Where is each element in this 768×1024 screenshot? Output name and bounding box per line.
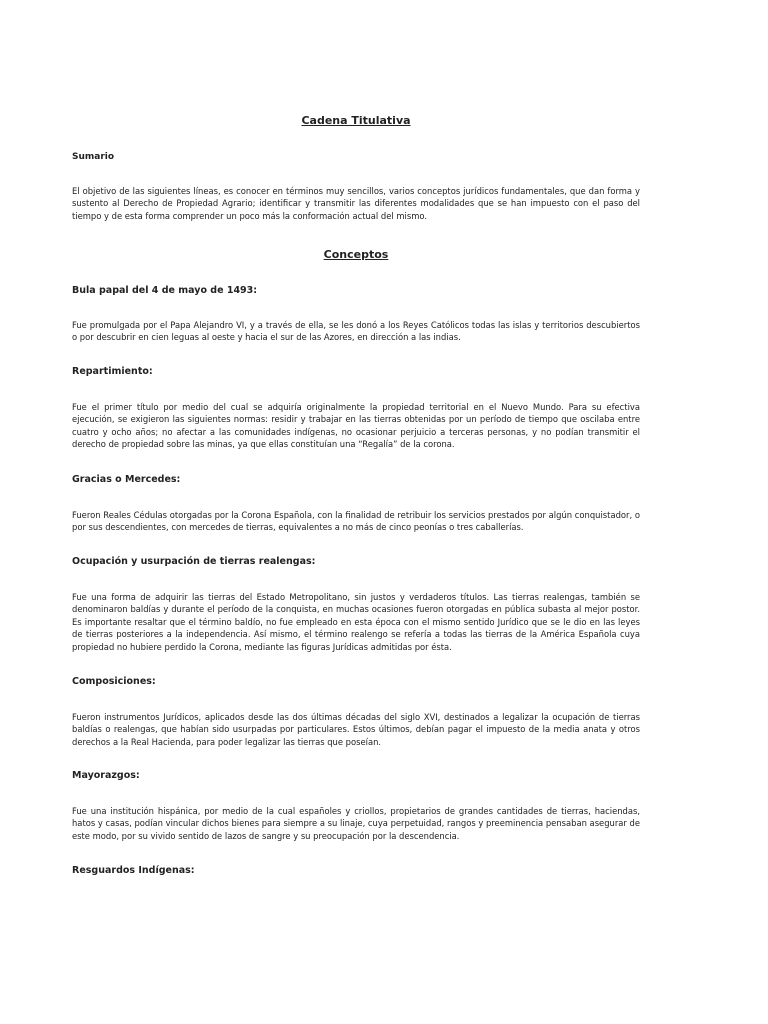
- section-heading-ocupacion: Ocupación y usurpación de tierras realengas:: [72, 556, 316, 567]
- conceptos-title: Conceptos: [323, 248, 389, 261]
- section-heading-composiciones: Composiciones:: [72, 676, 156, 687]
- document-title: Cadena Titulativa: [301, 114, 411, 127]
- sumario-paragraph: El objetivo de las siguientes líneas, es conocer en términos muy sencillos, varios conceptos jurídicos fundamentales, que dan forma y sustento al Derecho de Propiedad Agrario; identificar y transmitir las diferentes modalidades que se han impuesto con el paso del tiempo y de esta forma comprender un poco más la conformación actual del mismo.: [72, 186, 640, 221]
- section-heading-gracias: Gracias o Mercedes:: [72, 474, 181, 485]
- section-heading-bula: Bula papal del 4 de mayo de 1493:: [72, 285, 258, 296]
- section-paragraph-repartimiento: Fue el primer título por medio del cual se adquiría originalmente la propiedad territorial en el Nuevo Mundo. Para su efectiva ejecución, se exigieron las siguientes normas: residir y trabajar en las tierras obtenidas por un período de tiempo que oscilaba entre cuatro y ocho años; no afectar a las comunidades indígenas, no ocasionar perjuicio a terceras personas, y no podían transmitir el derecho de propiedad sobre las minas, ya que ellas constituían una “Regalía” de la corona.: [72, 402, 640, 450]
- section-heading-resguardos: Resguardos Indígenas:: [72, 865, 195, 876]
- section-paragraph-mayorazgos: Fue una institución hispánica, por medio de la cual españoles y criollos, propietarios de grandes cantidades de tierras, haciendas, hatos y casas, podían vincular dichos bienes para siempre a su linaje, cuya perpetuidad, rangos y preeminencia pensaban asegurar de este modo, por su vivido sentido de lazos de sangre y su preocupación por la descendencia.: [72, 806, 640, 841]
- section-heading-mayorazgos: Mayorazgos:: [72, 770, 140, 781]
- section-paragraph-gracias: Fueron Reales Cédulas otorgadas por la Corona Española, con la finalidad de retribuir los servicios prestados por algún conquistador, o por sus descendientes, con mercedes de tierras, equivalentes a no más de cinco peonías o tres caballerías.: [72, 510, 640, 533]
- section-paragraph-bula: Fue promulgada por el Papa Alejandro VI, y a través de ella, se les donó a los Reyes Católicos todas las islas y territorios descubiertos o por descubrir en cien leguas al oeste y hacia el sur de las Azores, en dirección a las indias.: [72, 320, 640, 343]
- section-paragraph-ocupacion: Fue una forma de adquirir las tierras del Estado Metropolitano, sin justos y verdaderos títulos. Las tierras realengas, también se denominaron baldías y durante el período de la conquista, en muchas ocasiones fueron otorgadas en pública subasta al mejor postor. Es importante resaltar que el término baldío, no fue empleado en esta época con el mismo sentido Jurídico que se le dio en las leyes de tierras posteriores a la independencia. Así mismo, el término realengo se refería a todas las tierras de la América Española cuya propiedad no hubiere perdido la Corona, mediante las figuras Jurídicas admitidas por ésta.: [72, 592, 640, 652]
- sumario-heading: Sumario: [72, 152, 115, 162]
- section-heading-repartimiento: Repartimiento:: [72, 366, 153, 377]
- section-paragraph-composiciones: Fueron instrumentos Jurídicos, aplicados desde las dos últimas décadas del siglo XVI, destinados a legalizar la ocupación de tierras baldías o realengas, que habían sido usurpadas por particulares. Estos últimos, debían pagar el impuesto de la media anata y otros derechos a la Real Hacienda, para poder legalizar las tierras que poseían.: [72, 712, 640, 747]
